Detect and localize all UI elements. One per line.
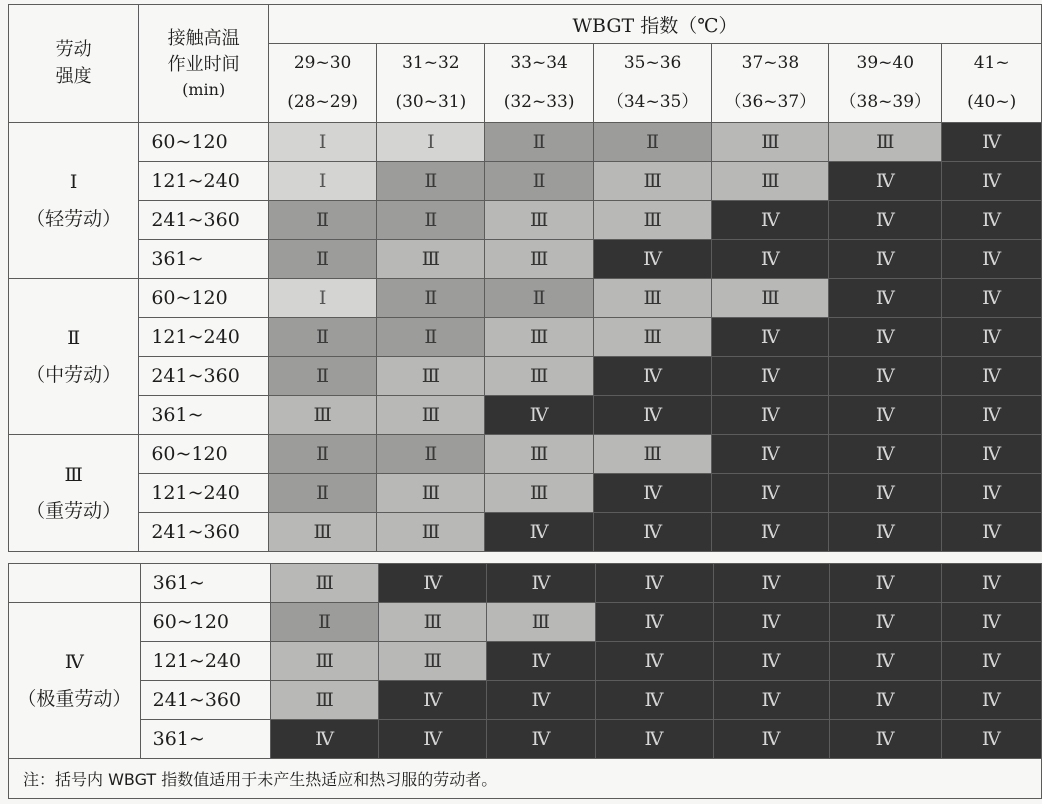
exposure-duration: 241~360 (140, 681, 270, 720)
heat-level-cell: Ⅲ (377, 396, 485, 435)
heat-level-cell: Ⅱ (268, 474, 376, 513)
heat-level-cell: Ⅳ (942, 123, 1042, 162)
heat-level-cell: Ⅳ (595, 603, 713, 642)
heat-level-cell: Ⅳ (941, 603, 1041, 642)
exposure-time-unit: (min) (182, 80, 226, 99)
heat-level-cell: Ⅳ (829, 720, 941, 759)
heat-level-cell: Ⅳ (942, 474, 1042, 513)
labor-intensity-roman: Ⅱ (67, 327, 81, 350)
heat-level-cell: Ⅳ (829, 564, 941, 603)
exposure-duration: 361~ (139, 240, 269, 279)
labor-intensity-roman: Ⅰ (69, 171, 78, 194)
table-row (9, 123, 1042, 162)
labor-intensity-cell (9, 123, 139, 279)
exposure-time-header (139, 5, 269, 123)
wbgt-range-alt: (32~33) (503, 92, 575, 112)
heat-level-cell: Ⅳ (713, 681, 829, 720)
heat-level-cell: Ⅲ (271, 642, 379, 681)
heat-level-cell: Ⅳ (712, 201, 829, 240)
heat-level-cell: Ⅱ (268, 201, 376, 240)
heat-level-cell: Ⅱ (377, 318, 485, 357)
heat-level-cell: Ⅱ (485, 162, 593, 201)
heat-level-cell: Ⅲ (377, 240, 485, 279)
table-row (9, 240, 1042, 279)
heat-level-cell: Ⅲ (487, 603, 595, 642)
wbgt-range-alt: （36~37） (724, 92, 817, 112)
intensity-header-line2: 强度 (55, 65, 92, 87)
wbgt-table-part-2 (8, 563, 1042, 799)
heat-level-cell: Ⅳ (712, 318, 829, 357)
table-row (9, 201, 1042, 240)
table-row (9, 564, 1042, 603)
wbgt-range-alt: （38~39） (839, 92, 932, 112)
heat-level-cell: Ⅳ (829, 513, 942, 552)
heat-level-cell: Ⅳ (942, 201, 1042, 240)
heat-level-cell: Ⅳ (942, 240, 1042, 279)
wbgt-range-header (377, 44, 485, 123)
heat-level-cell: Ⅳ (829, 603, 941, 642)
heat-level-cell: Ⅰ (268, 123, 376, 162)
heat-level-cell: Ⅰ (377, 123, 485, 162)
wbgt-range-main: 29~30 (293, 53, 352, 73)
heat-level-cell: Ⅱ (377, 435, 485, 474)
heat-level-cell: Ⅰ (268, 279, 376, 318)
heat-level-cell: Ⅳ (829, 318, 942, 357)
exposure-time-header-line1: 接触高温 (167, 27, 240, 49)
exposure-duration: 60~120 (140, 603, 270, 642)
wbgt-range-alt: (40~) (967, 92, 1017, 112)
wbgt-range-header (942, 44, 1042, 123)
wbgt-range-alt: (28~29) (287, 92, 358, 112)
heat-level-cell: Ⅳ (712, 396, 829, 435)
labor-intensity-cell (9, 435, 139, 552)
heat-level-cell: Ⅳ (595, 642, 713, 681)
wbgt-range-main: 41~ (973, 53, 1010, 73)
exposure-duration: 361~ (139, 396, 269, 435)
heat-level-cell: Ⅲ (268, 513, 376, 552)
heat-level-cell: Ⅲ (377, 357, 485, 396)
heat-level-cell: Ⅳ (487, 564, 595, 603)
heat-level-cell: Ⅲ (377, 474, 485, 513)
heat-level-cell: Ⅳ (271, 720, 379, 759)
heat-level-cell: Ⅲ (485, 240, 593, 279)
heat-level-cell: Ⅳ (593, 240, 712, 279)
labor-intensity-cell (9, 279, 139, 435)
heat-level-cell: Ⅲ (712, 162, 829, 201)
heat-level-cell: Ⅳ (712, 435, 829, 474)
heat-level-cell: Ⅳ (713, 603, 829, 642)
heat-level-cell: Ⅳ (713, 564, 829, 603)
exposure-duration: 121~240 (140, 642, 270, 681)
labor-intensity-name: （极重劳动） (17, 687, 132, 710)
labor-intensity-name: （中劳动） (26, 363, 122, 386)
heat-level-cell: Ⅲ (485, 435, 593, 474)
heat-level-cell: Ⅲ (377, 513, 485, 552)
table-row (9, 474, 1042, 513)
heat-level-cell: Ⅳ (487, 642, 595, 681)
heat-level-cell: Ⅳ (379, 720, 487, 759)
heat-level-cell: Ⅱ (377, 162, 485, 201)
heat-level-cell: Ⅳ (941, 642, 1041, 681)
heat-level-cell: Ⅲ (271, 564, 379, 603)
heat-level-cell: Ⅳ (829, 201, 942, 240)
heat-level-cell: Ⅳ (941, 720, 1041, 759)
intensity-header-line1: 劳动 (55, 39, 92, 61)
heat-level-cell: Ⅱ (271, 603, 379, 642)
heat-level-cell: Ⅳ (942, 435, 1042, 474)
heat-level-cell: Ⅰ (268, 162, 376, 201)
heat-level-cell: Ⅳ (593, 396, 712, 435)
heat-level-cell: Ⅲ (712, 279, 829, 318)
heat-level-cell: Ⅳ (712, 240, 829, 279)
heat-level-cell: Ⅳ (829, 357, 942, 396)
heat-level-cell: Ⅱ (268, 357, 376, 396)
heat-level-cell: Ⅳ (379, 564, 487, 603)
heat-level-cell: Ⅳ (829, 474, 942, 513)
heat-level-cell: Ⅲ (379, 603, 487, 642)
heat-level-cell: Ⅳ (829, 435, 942, 474)
heat-level-cell: Ⅳ (485, 513, 593, 552)
heat-level-cell: Ⅳ (829, 396, 942, 435)
heat-level-cell: Ⅲ (593, 318, 712, 357)
wbgt-range-header (593, 44, 712, 123)
wbgt-range-main: 31~32 (402, 53, 460, 73)
table-row (9, 162, 1042, 201)
exposure-duration: 60~120 (139, 435, 269, 474)
heat-level-cell: Ⅳ (593, 474, 712, 513)
labor-intensity-name: （重劳动） (26, 500, 122, 522)
table-row (9, 318, 1042, 357)
table-footnote: 注：括号内 WBGT 指数值适用于未产生热适应和热习服的劳动者。 (9, 759, 1042, 799)
heat-level-cell: Ⅲ (268, 396, 376, 435)
heat-level-cell: Ⅲ (829, 123, 942, 162)
heat-level-cell: Ⅲ (379, 642, 487, 681)
table-row (9, 681, 1042, 720)
heat-level-cell: Ⅲ (593, 162, 712, 201)
exposure-duration: 121~240 (139, 162, 269, 201)
labor-intensity-name: （轻劳动） (26, 207, 122, 230)
heat-level-cell: Ⅳ (942, 396, 1042, 435)
intensity-header (9, 5, 139, 123)
wbgt-range-main: 33~34 (510, 53, 568, 73)
heat-level-cell: Ⅳ (829, 162, 942, 201)
wbgt-range-header (712, 44, 829, 123)
heat-level-cell: Ⅱ (268, 435, 376, 474)
heat-level-cell: Ⅲ (593, 279, 712, 318)
heat-level-cell: Ⅳ (485, 396, 593, 435)
table-row (9, 396, 1042, 435)
heat-level-cell: Ⅱ (485, 123, 593, 162)
heat-level-cell: Ⅳ (941, 564, 1041, 603)
wbgt-table-part-1 (8, 4, 1042, 552)
table-row (9, 357, 1042, 396)
heat-level-cell: Ⅲ (485, 357, 593, 396)
heat-level-cell: Ⅳ (829, 681, 941, 720)
heat-level-cell: Ⅳ (712, 474, 829, 513)
table-row (9, 513, 1042, 552)
heat-level-cell: Ⅲ (271, 681, 379, 720)
heat-level-cell: Ⅳ (942, 162, 1042, 201)
heat-level-cell: Ⅳ (829, 279, 942, 318)
heat-level-cell: Ⅳ (595, 720, 713, 759)
heat-level-cell: Ⅳ (713, 642, 829, 681)
heat-level-cell: Ⅲ (593, 201, 712, 240)
exposure-duration: 361~ (140, 720, 270, 759)
heat-level-cell: Ⅳ (487, 720, 595, 759)
wbgt-range-main: 35~36 (623, 53, 682, 73)
heat-level-cell: Ⅱ (268, 240, 376, 279)
exposure-duration: 60~120 (139, 123, 269, 162)
heat-level-cell: Ⅳ (713, 720, 829, 759)
wbgt-range-main: 37~38 (741, 53, 800, 73)
exposure-duration: 241~360 (139, 513, 269, 552)
heat-level-cell: Ⅳ (712, 513, 829, 552)
heat-level-cell: Ⅳ (829, 642, 941, 681)
wbgt-range-header (829, 44, 942, 123)
heat-level-cell: Ⅱ (377, 279, 485, 318)
heat-level-cell: Ⅲ (485, 318, 593, 357)
wbgt-index-title: WBGT 指数（℃） (268, 5, 1041, 44)
heat-level-cell: Ⅲ (485, 474, 593, 513)
labor-intensity-cell (9, 603, 141, 759)
exposure-time-header-line2: 作业时间 (167, 53, 240, 75)
heat-level-cell: Ⅱ (377, 201, 485, 240)
heat-level-cell: Ⅱ (268, 318, 376, 357)
heat-level-cell: Ⅳ (712, 357, 829, 396)
heat-level-cell: Ⅳ (829, 240, 942, 279)
labor-intensity-roman: Ⅳ (64, 651, 84, 674)
heat-level-cell: Ⅱ (593, 123, 712, 162)
table-row (9, 279, 1042, 318)
heat-level-cell: Ⅳ (595, 681, 713, 720)
heat-level-cell: Ⅱ (485, 279, 593, 318)
exposure-duration: 361~ (140, 564, 270, 603)
wbgt-range-header (485, 44, 593, 123)
heat-level-cell: Ⅳ (942, 513, 1042, 552)
labor-intensity-roman: Ⅲ (64, 463, 83, 486)
heat-level-cell: Ⅳ (379, 681, 487, 720)
exposure-duration: 241~360 (139, 357, 269, 396)
heat-level-cell: Ⅳ (593, 513, 712, 552)
heat-level-cell: Ⅳ (941, 681, 1041, 720)
heat-level-cell: Ⅳ (942, 279, 1042, 318)
heat-level-cell: Ⅳ (942, 357, 1042, 396)
wbgt-range-header (268, 44, 376, 123)
exposure-duration: 121~240 (139, 474, 269, 513)
exposure-duration: 241~360 (139, 201, 269, 240)
table-row (9, 720, 1042, 759)
exposure-duration: 121~240 (139, 318, 269, 357)
wbgt-range-main: 39~40 (856, 53, 915, 73)
wbgt-range-alt: （34~35） (606, 92, 699, 112)
heat-level-cell: Ⅳ (593, 357, 712, 396)
table-row (9, 435, 1042, 474)
heat-level-cell: Ⅲ (712, 123, 829, 162)
heat-level-cell: Ⅲ (593, 435, 712, 474)
labor-intensity-cell-continued (9, 564, 141, 603)
exposure-duration: 60~120 (139, 279, 269, 318)
heat-level-cell: Ⅲ (485, 201, 593, 240)
heat-level-cell: Ⅳ (595, 564, 713, 603)
heat-level-cell: Ⅳ (942, 318, 1042, 357)
wbgt-range-alt: (30~31) (395, 92, 467, 112)
table-row (9, 603, 1042, 642)
table-row (9, 642, 1042, 681)
heat-level-cell: Ⅳ (487, 681, 595, 720)
